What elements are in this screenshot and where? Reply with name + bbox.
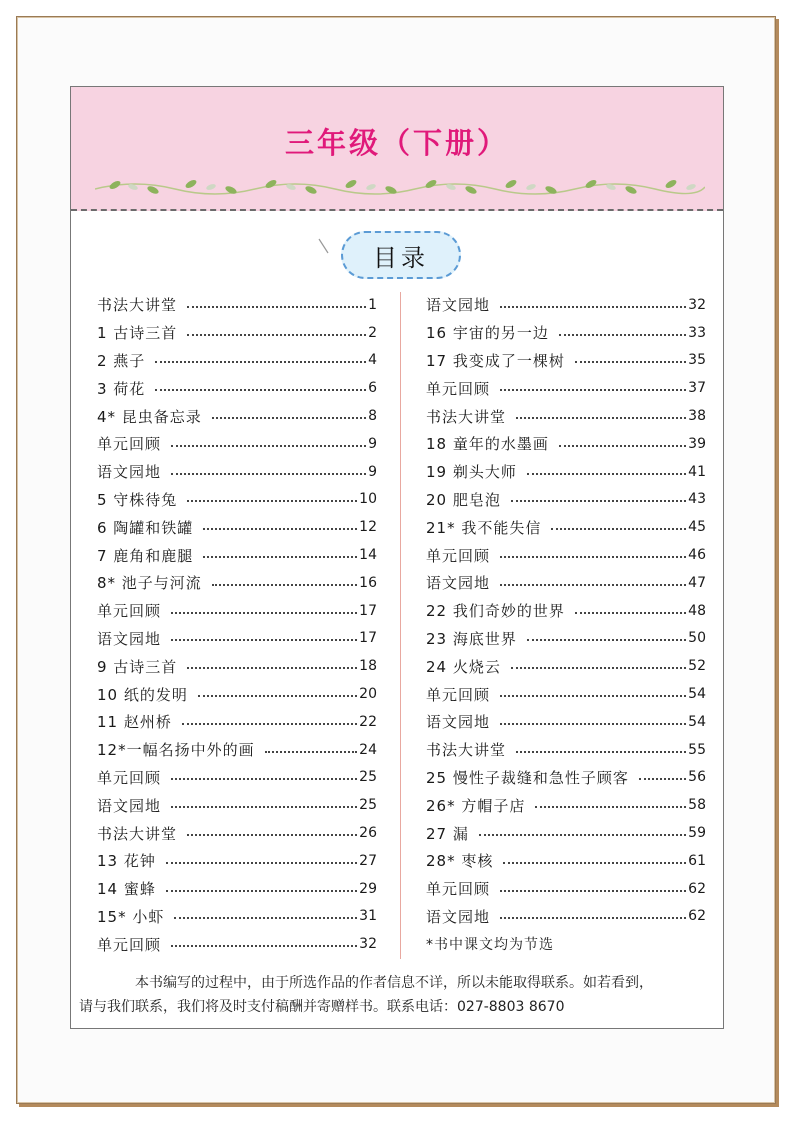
toc-leader-dots [559, 334, 686, 336]
toc-entry [426, 374, 706, 402]
column-divider [400, 292, 401, 959]
toc-entry-page: 16 [359, 574, 377, 591]
toc-entry [97, 680, 377, 708]
toc-entry-title: 书法大讲堂 [97, 824, 178, 843]
toc-entry-title: 单元回顾 [97, 435, 162, 454]
toc-entry [97, 625, 377, 653]
toc-entry [426, 430, 706, 458]
toc-right-column [426, 291, 706, 958]
toc-leader-dots [527, 473, 686, 475]
toc-entry [97, 597, 377, 625]
toc-entry [426, 764, 706, 792]
toc-entry-title: 8* 池子与河流 [97, 574, 202, 593]
toc-entry-page: 54 [688, 686, 706, 703]
toc-entry-title: 21* 我不能失信 [426, 518, 542, 537]
decorative-tick-icon [317, 237, 331, 257]
toc-entry-page: 38 [688, 408, 706, 425]
toc-entry-page: 12 [359, 519, 377, 536]
toc-entry [426, 541, 706, 569]
toc-entry-title: 13 花钟 [97, 852, 156, 871]
toc-entry [426, 458, 706, 486]
toc-entry-title: 单元回顾 [426, 379, 491, 398]
toc-entry-title: 15* 小虾 [97, 907, 165, 926]
toc-leader-dots [479, 834, 686, 836]
toc-entry-page: 48 [688, 602, 706, 619]
toc-entry [426, 847, 706, 875]
toc-entry [97, 319, 377, 347]
toc-leader-dots [171, 445, 366, 447]
toc-entry-page: 20 [359, 686, 377, 703]
toc-entry-title: 单元回顾 [426, 880, 491, 899]
toc-entry-page: 32 [359, 936, 377, 953]
toc-leader-dots [500, 584, 686, 586]
toc-entry-title: 语文园地 [426, 574, 491, 593]
toc-entry-title: 17 我变成了一棵树 [426, 351, 565, 370]
toc-entry-title: 语文园地 [97, 463, 162, 482]
toc-entry [97, 652, 377, 680]
toc-entry-page: 25 [359, 797, 377, 814]
toc-entry-page: 46 [688, 547, 706, 564]
toc-entry-title: 单元回顾 [97, 768, 162, 787]
toc-entry [97, 486, 377, 514]
toc-entry [426, 513, 706, 541]
toc-entry-page: 4 [368, 352, 377, 369]
toc-entry-page: 33 [688, 324, 706, 341]
credits-note [79, 971, 715, 1019]
toc-leader-dots [516, 417, 686, 419]
toc-entry [97, 875, 377, 903]
toc-entry [97, 847, 377, 875]
toc-entry-title: 2 燕子 [97, 351, 146, 370]
toc-entry-title: 22 我们奇妙的世界 [426, 602, 565, 621]
toc-entry-title: 单元回顾 [97, 935, 162, 954]
toc-entry-page: 52 [688, 658, 706, 675]
toc-entry [97, 374, 377, 402]
toc-entry-page: 41 [688, 463, 706, 480]
toc-panel [70, 86, 724, 1029]
toc-leader-dots [212, 584, 357, 586]
toc-entry-page: 17 [359, 630, 377, 647]
toc-entry-title: 1 古诗三首 [97, 324, 178, 343]
header-band [71, 87, 723, 211]
toc-left-column [97, 291, 377, 958]
toc-entry [426, 291, 706, 319]
toc-entry-title: 12*一幅名扬中外的画 [97, 741, 255, 760]
grade-title: 三年级（下册） [284, 126, 509, 160]
toc-entry-page: 50 [688, 630, 706, 647]
toc-entry [97, 903, 377, 931]
toc-leader-dots [171, 778, 357, 780]
toc-entry-title: 27 漏 [426, 824, 469, 843]
toc-entry [97, 347, 377, 375]
toc-entry-page: 35 [688, 352, 706, 369]
toc-leader-dots [155, 389, 366, 391]
toc-entry-page: 18 [359, 658, 377, 675]
toc-leader-dots [516, 751, 686, 753]
toc-entry-page: 43 [688, 491, 706, 508]
toc-entry [97, 513, 377, 541]
toc-entry [97, 708, 377, 736]
toc-leader-dots [174, 917, 357, 919]
toc-entry-title: 语文园地 [97, 629, 162, 648]
toc-entry-page: 9 [368, 435, 377, 452]
toc-entry-title: 11 赵州桥 [97, 713, 172, 732]
credits-line-2: 请与我们联系，我们将及时支付稿酬并寄赠样书。联系电话：027-8803 8670 [79, 999, 565, 1015]
toc-entry [426, 402, 706, 430]
toc-entry-page: 10 [359, 491, 377, 508]
toc-entry [426, 875, 706, 903]
toc-entry-page: 6 [368, 380, 377, 397]
toc-entry-title: 语文园地 [426, 907, 491, 926]
credits-line-1: 本书编写的过程中，由于所选作品的作者信息不详，所以未能取得联系。如若看到， [135, 975, 653, 991]
toc-entry-title: 24 火烧云 [426, 657, 501, 676]
toc-entry-title: 4* 昆虫备忘录 [97, 407, 202, 426]
toc-entry-page: 27 [359, 852, 377, 869]
toc-entry [97, 764, 377, 792]
toc-entry [97, 541, 377, 569]
toc-entry-page: 59 [688, 825, 706, 842]
toc-leader-dots [182, 723, 357, 725]
toc-entry-page: 24 [359, 741, 377, 758]
toc-leader-dots [187, 306, 366, 308]
toc-entry [97, 791, 377, 819]
toc-entry-title: 20 肥皂泡 [426, 490, 501, 509]
toc-leader-dots [500, 389, 686, 391]
toc-entry-page: 22 [359, 713, 377, 730]
toc-entry-page: 54 [688, 713, 706, 730]
toc-entry-title: 3 荷花 [97, 379, 146, 398]
toc-entry-page: 1 [368, 296, 377, 313]
toc-leader-dots [155, 361, 366, 363]
toc-entry-page: 32 [688, 296, 706, 313]
toc-entry-page: 29 [359, 880, 377, 897]
toc-entry [97, 291, 377, 319]
toc-entry-title: 单元回顾 [426, 546, 491, 565]
toc-leader-dots [265, 751, 358, 753]
toc-badge: 目录 [341, 231, 461, 279]
toc-leader-dots [203, 556, 357, 558]
toc-entry [426, 569, 706, 597]
toc-leader-dots [535, 806, 686, 808]
toc-leader-dots [500, 695, 686, 697]
toc-leader-dots [171, 473, 366, 475]
toc-entry [426, 347, 706, 375]
toc-leader-dots [187, 334, 366, 336]
toc-entry-page: 14 [359, 547, 377, 564]
toc-entry-page: 39 [688, 435, 706, 452]
toc-entry-title: 书法大讲堂 [426, 741, 507, 760]
toc-footnote: *书中课文均为节选 [426, 937, 554, 954]
toc-entry-page: 9 [368, 463, 377, 480]
toc-entry-page: 17 [359, 602, 377, 619]
toc-leader-dots [511, 667, 686, 669]
toc-leader-dots [500, 917, 686, 919]
toc-entry [97, 819, 377, 847]
toc-entry [97, 569, 377, 597]
toc-entry-page: 62 [688, 908, 706, 925]
toc-entry [426, 597, 706, 625]
toc-entry-title: 7 鹿角和鹿腿 [97, 546, 194, 565]
toc-entry-title: 14 蜜蜂 [97, 880, 156, 899]
toc-leader-dots [212, 417, 366, 419]
toc-entry-page: 56 [688, 769, 706, 786]
toc-entry-title: 26* 方帽子店 [426, 796, 526, 815]
toc-leader-dots [500, 306, 686, 308]
toc-leader-dots [559, 445, 686, 447]
toc-leader-dots [500, 556, 686, 558]
toc-entry-page: 47 [688, 574, 706, 591]
toc-entry-title: 25 慢性子裁缝和急性子顾客 [426, 768, 629, 787]
toc-leader-dots [187, 667, 357, 669]
toc-entry-title: 语文园地 [426, 296, 491, 315]
toc-entry-title: 单元回顾 [426, 685, 491, 704]
toc-leader-dots [171, 612, 357, 614]
toc-entry-title: 书法大讲堂 [97, 296, 178, 315]
toc-leader-dots [500, 890, 686, 892]
toc-leader-dots [171, 639, 357, 641]
toc-entry-page: 25 [359, 769, 377, 786]
toc-leader-dots [503, 862, 686, 864]
toc-entry [97, 402, 377, 430]
toc-entry-title: 书法大讲堂 [426, 407, 507, 426]
toc-entry-title: 16 宇宙的另一边 [426, 324, 549, 343]
toc-entry [97, 930, 377, 958]
toc-entry-title: 语文园地 [97, 796, 162, 815]
toc-entry-title: 6 陶罐和铁罐 [97, 518, 194, 537]
toc-entry [97, 458, 377, 486]
toc-entry-page: 45 [688, 519, 706, 536]
toc-entry [97, 736, 377, 764]
toc-entry-page: 26 [359, 825, 377, 842]
toc-leader-dots [166, 862, 357, 864]
toc-entry-title: 19 剃头大师 [426, 463, 517, 482]
toc-entry-page: 62 [688, 880, 706, 897]
toc-entry-page: 2 [368, 324, 377, 341]
toc-leader-dots [198, 695, 357, 697]
toc-entry-title: 23 海底世界 [426, 629, 517, 648]
toc-entry-title: 5 守株待兔 [97, 490, 178, 509]
toc-leader-dots [575, 612, 686, 614]
toc-entry [426, 708, 706, 736]
toc-entry-title: 28* 枣核 [426, 852, 494, 871]
toc-leader-dots [575, 361, 686, 363]
toc-leader-dots [551, 528, 686, 530]
toc-entry-title: 语文园地 [426, 713, 491, 732]
toc-entry-title: 9 古诗三首 [97, 657, 178, 676]
toc-entry [426, 736, 706, 764]
toc-leader-dots [187, 500, 357, 502]
toc-entry-page: 58 [688, 797, 706, 814]
toc-entry [426, 652, 706, 680]
toc-entry-page: 31 [359, 908, 377, 925]
toc-entry [426, 486, 706, 514]
toc-entry-title: 10 纸的发明 [97, 685, 188, 704]
leaf-vine-decoration-icon [95, 175, 705, 197]
toc-entry-title: 单元回顾 [97, 602, 162, 621]
toc-leader-dots [203, 528, 357, 530]
toc-entry-title: 18 童年的水墨画 [426, 435, 549, 454]
toc-entry [426, 680, 706, 708]
toc-entry [426, 903, 706, 931]
toc-leader-dots [527, 639, 686, 641]
toc-leader-dots [511, 500, 686, 502]
toc-entry-page: 37 [688, 380, 706, 397]
toc-entry [97, 430, 377, 458]
toc-leader-dots [187, 834, 357, 836]
toc-entry [426, 319, 706, 347]
toc-leader-dots [500, 723, 686, 725]
toc-entry-page: 55 [688, 741, 706, 758]
toc-entry [426, 819, 706, 847]
toc-leader-dots [639, 778, 686, 780]
toc-leader-dots [171, 806, 357, 808]
toc-entry [426, 791, 706, 819]
toc-entry-page: 61 [688, 852, 706, 869]
toc-entry [426, 625, 706, 653]
toc-entry-page: 8 [368, 408, 377, 425]
toc-leader-dots [171, 945, 357, 947]
toc-leader-dots [166, 890, 357, 892]
